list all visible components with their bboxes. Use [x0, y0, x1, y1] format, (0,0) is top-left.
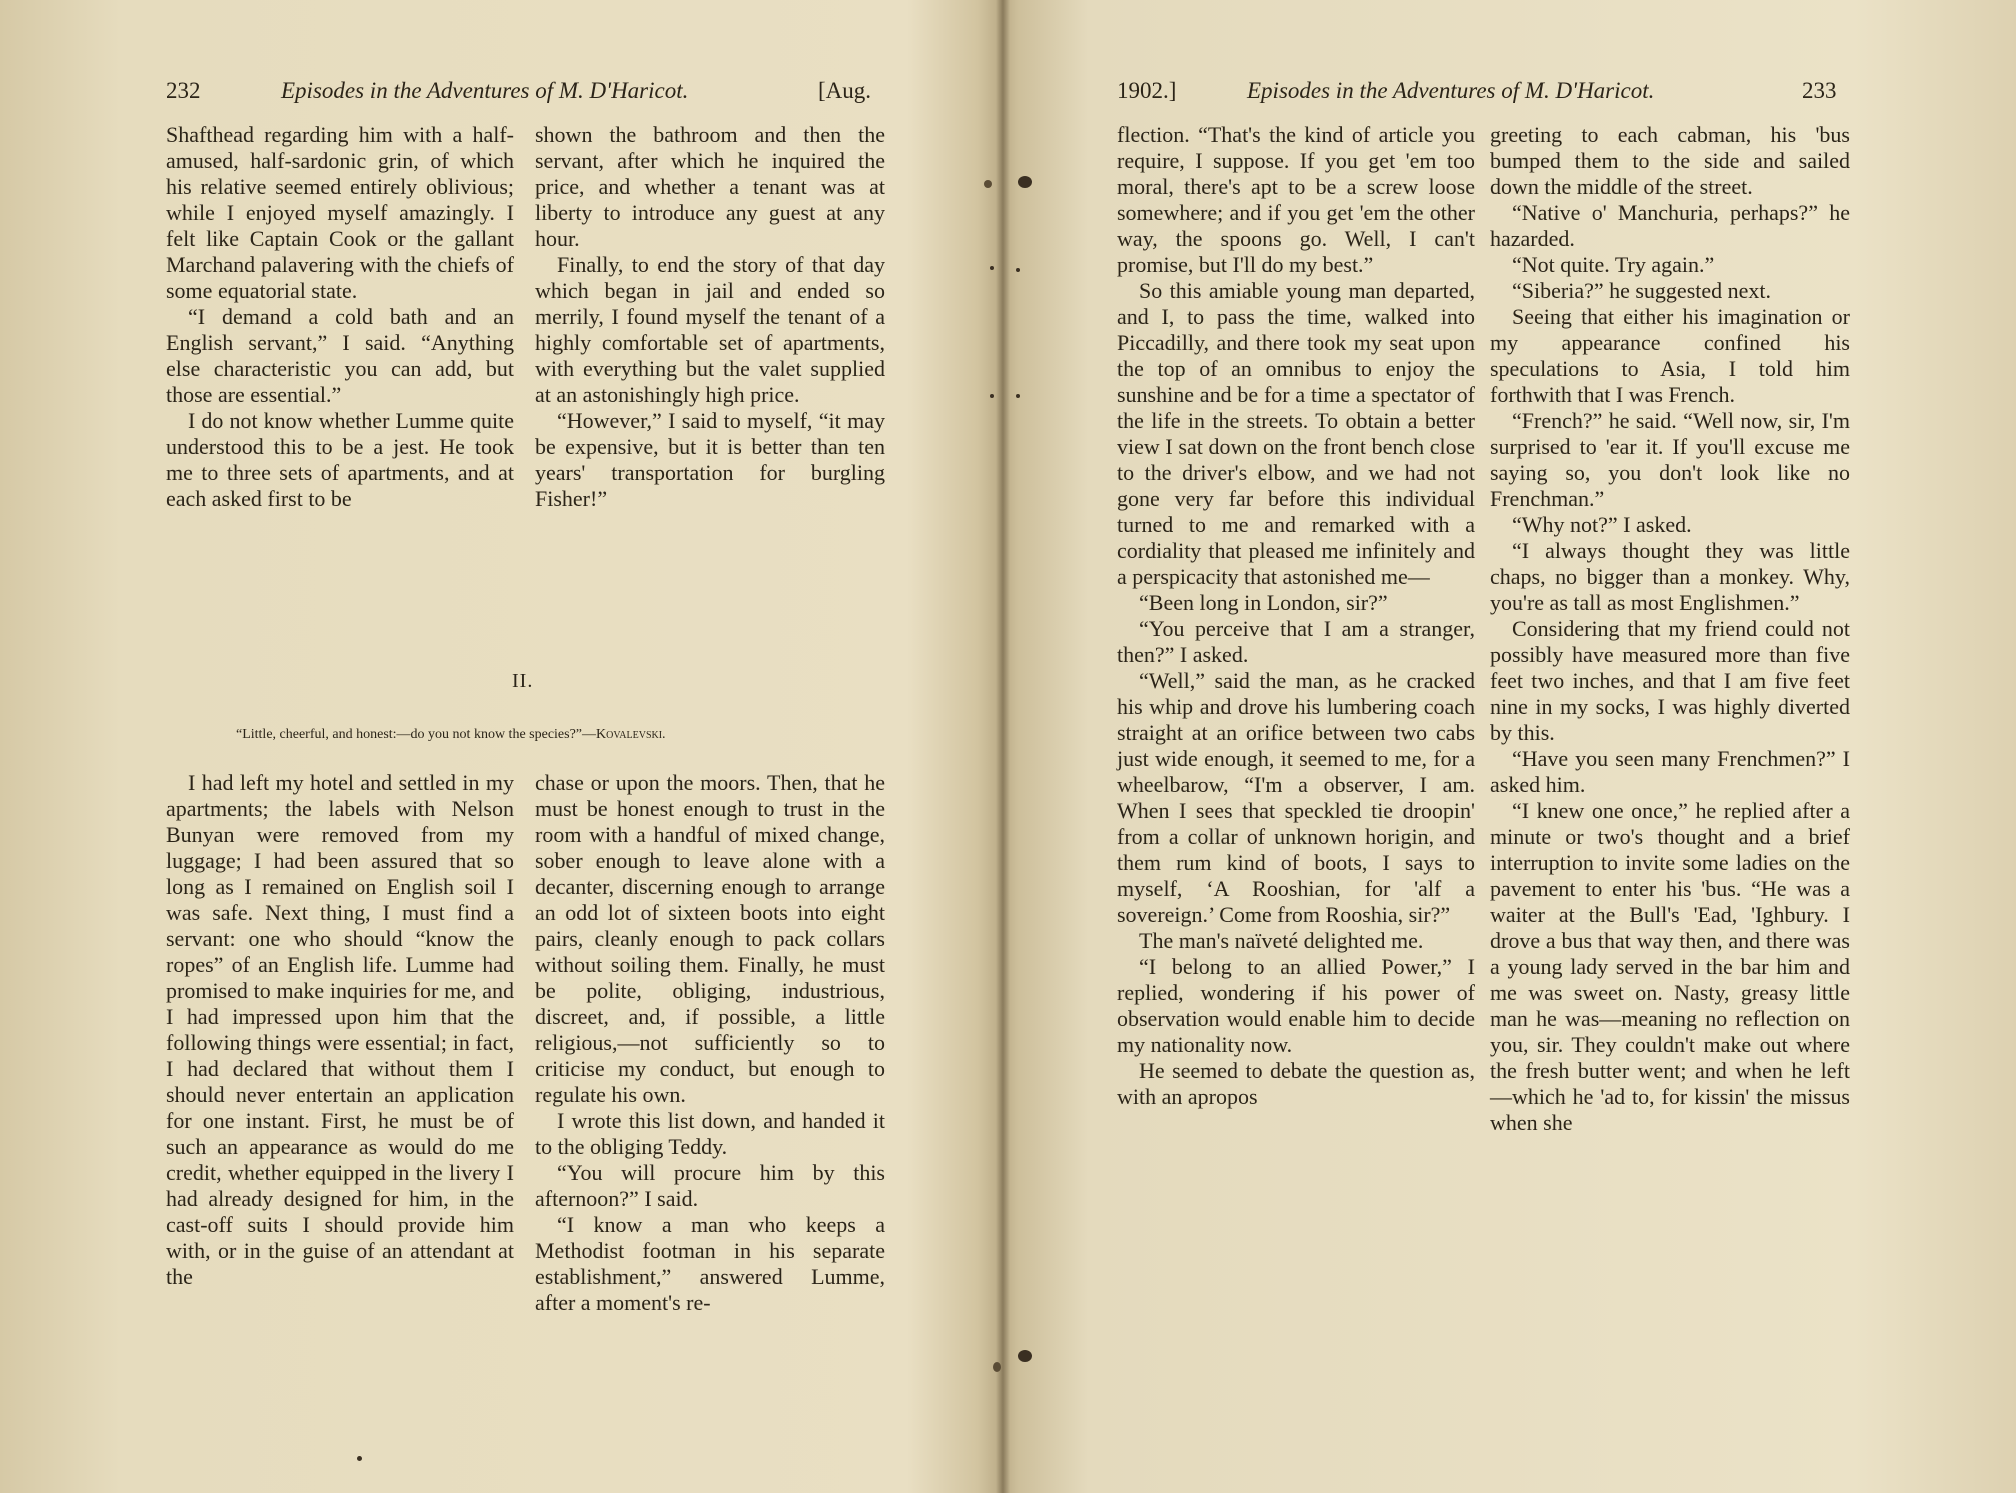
paragraph: “Why not?” I asked. — [1512, 512, 1692, 537]
left-date-mark: [Aug. — [818, 78, 872, 103]
paragraph: “I belong to an allied Power,” I replied, wondering if his power of observation would enable him to decide my nationality now. — [1117, 954, 1475, 1057]
left-page-header — [166, 76, 886, 112]
paragraph: chase or upon the moors. Then, that he must be honest enough to trust in the room with a handful of mixed change, sober enough to leave alone with a decanter, discerning enough to arrange an odd lot of sixteen boots into eight pairs, cleanly enough to pack collars without soiling them. Finally, he must be polite, obliging, industrious, discreet, and, if possible, a little religious,—not sufficiently so to criticise my conduct, but enough to regulate his own. — [535, 770, 885, 1107]
paragraph: “I knew one once,” he replied after a minute or two's thought and a brief interruption to invite some ladies on the pavement to enter his 'bus. “He was a waiter at the Bull's 'Ead, 'Ighbury. I drove a bus that way then, and there was a young lady served in the bar him and me was sweet on. Nasty, greasy little man he was—meaning no reflection on you, sir. They couldn't make out where the fresh butter went; and when he left—which he 'ad to, for kissin' the missus when she — [1490, 798, 1850, 1135]
paragraph: The man's naïveté delighted me. — [1139, 928, 1424, 953]
section-number: II. — [512, 670, 534, 692]
epigraph-text: “Little, cheerful, and honest:—do you not know the species?”— — [236, 727, 597, 742]
paragraph: greeting to each cabman, his 'bus bumped them to the side and sailed down the middle of the street. — [1490, 122, 1850, 199]
binding-stitch — [984, 180, 992, 188]
paragraph: “Siberia?” he suggested next. — [1512, 278, 1772, 303]
left-page — [0, 0, 996, 1493]
paragraph: flection. “That's the kind of article you require, I suppose. If you get 'em too moral, there's apt to be a screw loose somewhere; and if you get 'em the other way, the spoons go. Well, I can't promise, but I'll do my best.” — [1117, 122, 1475, 277]
ink-speck — [357, 1456, 362, 1461]
epigraph-author: Kovalevski. — [596, 727, 666, 742]
right-page-header — [1117, 76, 1849, 112]
paragraph: “Not quite. Try again.” — [1512, 252, 1715, 277]
right-running-title: Episodes in the Adventures of M. D'Haricot. — [1247, 78, 1655, 103]
paragraph: “I always thought they was little chaps, no bigger than a monkey. Why, you're as tall as most Englishmen.” — [1490, 538, 1850, 615]
paragraph: I had left my hotel and settled in my apartments; the labels with Nelson Bunyan were removed from my luggage; I had been assured that so long as I remained on English soil I was safe. Next thing, I must find a servant: one who should “know the ropes” of an English life. Lumme had promised to make inquiries for me, and I had impressed upon him that the following things were essential; in fact, I had declared that without them I should never entertain an application for one instant. First, he must be of such an appearance as would do me credit, whether equipped in the livery I had already designed for him, in the cast-off suits I should provide him with, or in the guise of an attendant at the — [166, 770, 514, 1289]
paragraph: Finally, to end the story of that day which began in jail and ended so merrily, I found myself the tenant of a highly comfortable set of apartments, with everything but the valet supplied at an astonishingly high price. — [535, 252, 885, 407]
paragraph: “Native o' Manchuria, perhaps?” he hazarded. — [1490, 200, 1850, 251]
paragraph: “You perceive that I am a stranger, then?” I asked. — [1117, 616, 1475, 667]
paragraph: So this amiable young man departed, and I, to pass the time, walked into Piccadilly, and there took my seat upon the top of an omnibus to enjoy the sunshine and be for a time a spectator of the life in the streets. To obtain a better view I sat down on the front bench close to the driver's elbow, and we had not gone very far before this individual turned to me and remarked with a cordiality that pleased me infinitely and a perspicacity that astonished me— — [1117, 278, 1475, 589]
paragraph: “French?” he said. “Well now, sir, I'm surprised to 'ear it. If you'll excuse me saying so, you don't look like no Frenchman.” — [1490, 408, 1850, 511]
paragraph: I do not know whether Lumme quite understood this to be a jest. He took me to three sets of apartments, and at each asked first to be — [166, 408, 514, 511]
book-gutter — [996, 0, 1010, 1493]
paragraph: Shafthead regarding him with a half-amused, half-sardonic grin, of which his relative seemed entirely oblivious; while I enjoyed myself amazingly. I felt like Captain Cook or the gallant Marchand palavering with the chiefs of some equatorial state. — [166, 122, 514, 303]
left-bottom-column-1 — [166, 770, 514, 1290]
paragraph: “I demand a cold bath and an English servant,” I said. “Anything else characteristic you can add, but those are essential.” — [166, 304, 514, 407]
paragraph: “Been long in London, sir?” — [1139, 590, 1388, 615]
right-date-mark: 1902.] — [1117, 78, 1177, 103]
left-page-number: 232 — [166, 78, 201, 103]
right-column-1 — [1117, 122, 1475, 1110]
binding-stitch — [1018, 1350, 1032, 1362]
paragraph: I wrote this list down, and handed it to the obliging Teddy. — [535, 1108, 885, 1159]
paragraph: “I know a man who keeps a Methodist footman in his separate establishment,” answered Lumme, after a moment's re- — [535, 1212, 885, 1315]
paragraph: shown the bathroom and then the servant, after which he inquired the price, and whether a tenant was at liberty to introduce any guest at any hour. — [535, 122, 885, 251]
binding-stitch — [1016, 394, 1020, 398]
paragraph: “However,” I said to myself, “it may be expensive, but it is better than ten years' transportation for burgling Fisher!” — [535, 408, 885, 511]
binding-stitch — [990, 394, 994, 398]
paragraph: “Have you seen many Frenchmen?” I asked him. — [1490, 746, 1850, 797]
right-column-2 — [1490, 122, 1850, 1136]
paragraph: “You will procure him by this afternoon?” I said. — [535, 1160, 885, 1211]
left-bottom-column-2 — [535, 770, 885, 1316]
left-top-column-2 — [535, 122, 885, 512]
right-page — [1010, 0, 2016, 1493]
binding-stitch — [1016, 268, 1020, 272]
paragraph: Considering that my friend could not possibly have measured more than five feet two inches, and that I am five feet nine in my socks, I was highly diverted by this. — [1490, 616, 1850, 745]
paragraph: He seemed to debate the question as, with an apropos — [1117, 1058, 1475, 1109]
epigraph — [236, 727, 846, 743]
left-top-column-1 — [166, 122, 514, 512]
right-page-number: 233 — [1802, 78, 1837, 103]
binding-stitch — [990, 266, 994, 270]
binding-stitch — [1018, 176, 1032, 188]
paragraph: Seeing that either his imagination or my appearance confined his speculations to Asia, I told him forthwith that I was French. — [1490, 304, 1850, 407]
left-running-title: Episodes in the Adventures of M. D'Haricot. — [281, 78, 689, 103]
paragraph: “Well,” said the man, as he cracked his whip and drove his lumbering coach straight at an orifice between two cabs just wide enough, it seemed to me, for a wheelbarow, “I'm a observer, I am. When I sees that speckled tie droopin' from a collar of unknown horigin, and them rum kind of boots, I says to myself, ‘A Rooshian, for 'alf a sovereign.’ Come from Rooshia, sir?” — [1117, 668, 1475, 927]
binding-stitch — [993, 1362, 1001, 1372]
